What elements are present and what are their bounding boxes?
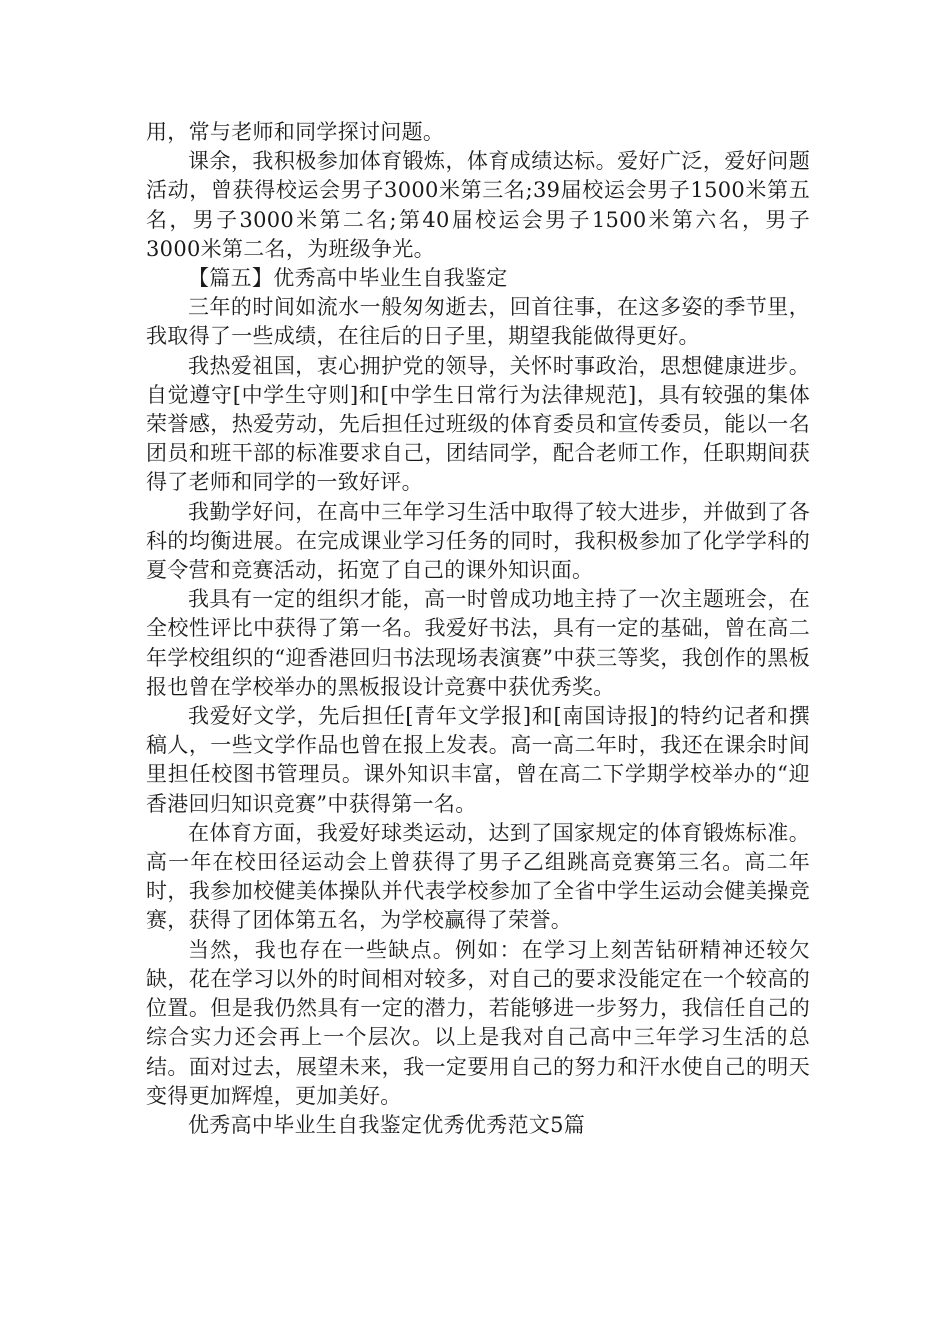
document-body [146, 118, 810, 1140]
section-heading-part-five: 【篇五】优秀高中毕业生自我鉴定 [188, 266, 508, 291]
paragraph-sports: 在体育方面，我爱好球类运动，达到了国家规定的体育锻炼标准。高一年在校田径运动会上曾获得了男子乙组跳高竞赛第三名。高二年时，我参加校健美体操队并代表学校参加了全省中学生运动会健美操竞赛，获得了团体第五名，为学校赢得了荣誉。 [146, 820, 810, 933]
paragraph-shortcomings: 当然，我也存在一些缺点。例如：在学习上刻苦钻研精神还较欠缺，花在学习以外的时间相对较多，对自己的要求没能定在一个较高的位置。但是我仍然具有一定的潜力，若能够进一步努力，我信任自己的综合实力还会再上一个层次。以上是我对自己高中三年学习生活的总结。面对过去，展望未来，我一定要用自己的努力和汗水使自己的明天变得更加辉煌，更加美好。 [146, 937, 810, 1108]
paragraph-continuation: 用，常与老师和同学探讨问题。 [146, 120, 445, 144]
paragraph-patriotism: 我热爱祖国，衷心拥护党的领导，关怀时事政治，思想健康进步。自觉遵守[中学生守则]和[中学生日常行为法律规范]，具有较强的集体荣誉感，热爱劳动，先后担任过班级的体育委员和宣传委员，能以一名团员和班干部的标准要求自己，团结同学，配合老师工作，任职期间获得了老师和同学的一致好评。 [146, 353, 810, 495]
paragraph-sports-achievements: 课余，我积极参加体育锻炼，体育成绩达标。爱好广泛，爱好问题活动，曾获得校运会男子3000米第三名;39届校运会男子1500米第五名，男子3000米第二名;第40届校运会男子1500米第六名，男子3000米第二名，为班级争光。 [146, 149, 810, 261]
paragraph-literature: 我爱好文学，先后担任[青年文学报]和[南国诗报]的特约记者和撰稿人，一些文学作品也曾在报上发表。高一高二年时，我还在课余时间里担任校图书管理员。课外知识丰富，曾在高二下学期学校举办的“迎香港回归知识竞赛”中获得第一名。 [146, 704, 810, 816]
paragraph-study: 我勤学好问，在高中三年学习生活中取得了较大进步，并做到了各科的均衡进展。在完成课业学习任务的同时，我积极参加了化学学科的夏令营和竞赛活动，拓宽了自己的课外知识面。 [146, 499, 810, 583]
paragraph-footer-title: 优秀高中毕业生自我鉴定优秀优秀范文5篇 [188, 1112, 586, 1137]
paragraph-organization: 我具有一定的组织才能，高一时曾成功地主持了一次主题班会，在全校性评比中获得了第一名。我爱好书法，具有一定的基础，曾在高二年学校组织的“迎香港回归书法现场表演赛”中获三等奖，我创作的黑板报也曾在学校举办的黑板报设计竞赛中获优秀奖。 [146, 587, 810, 699]
paragraph-intro: 三年的时间如流水一般匆匆逝去，回首往事，在这多姿的季节里，我取得了一些成绩，在往后的日子里，期望我能做得更好。 [146, 295, 810, 349]
